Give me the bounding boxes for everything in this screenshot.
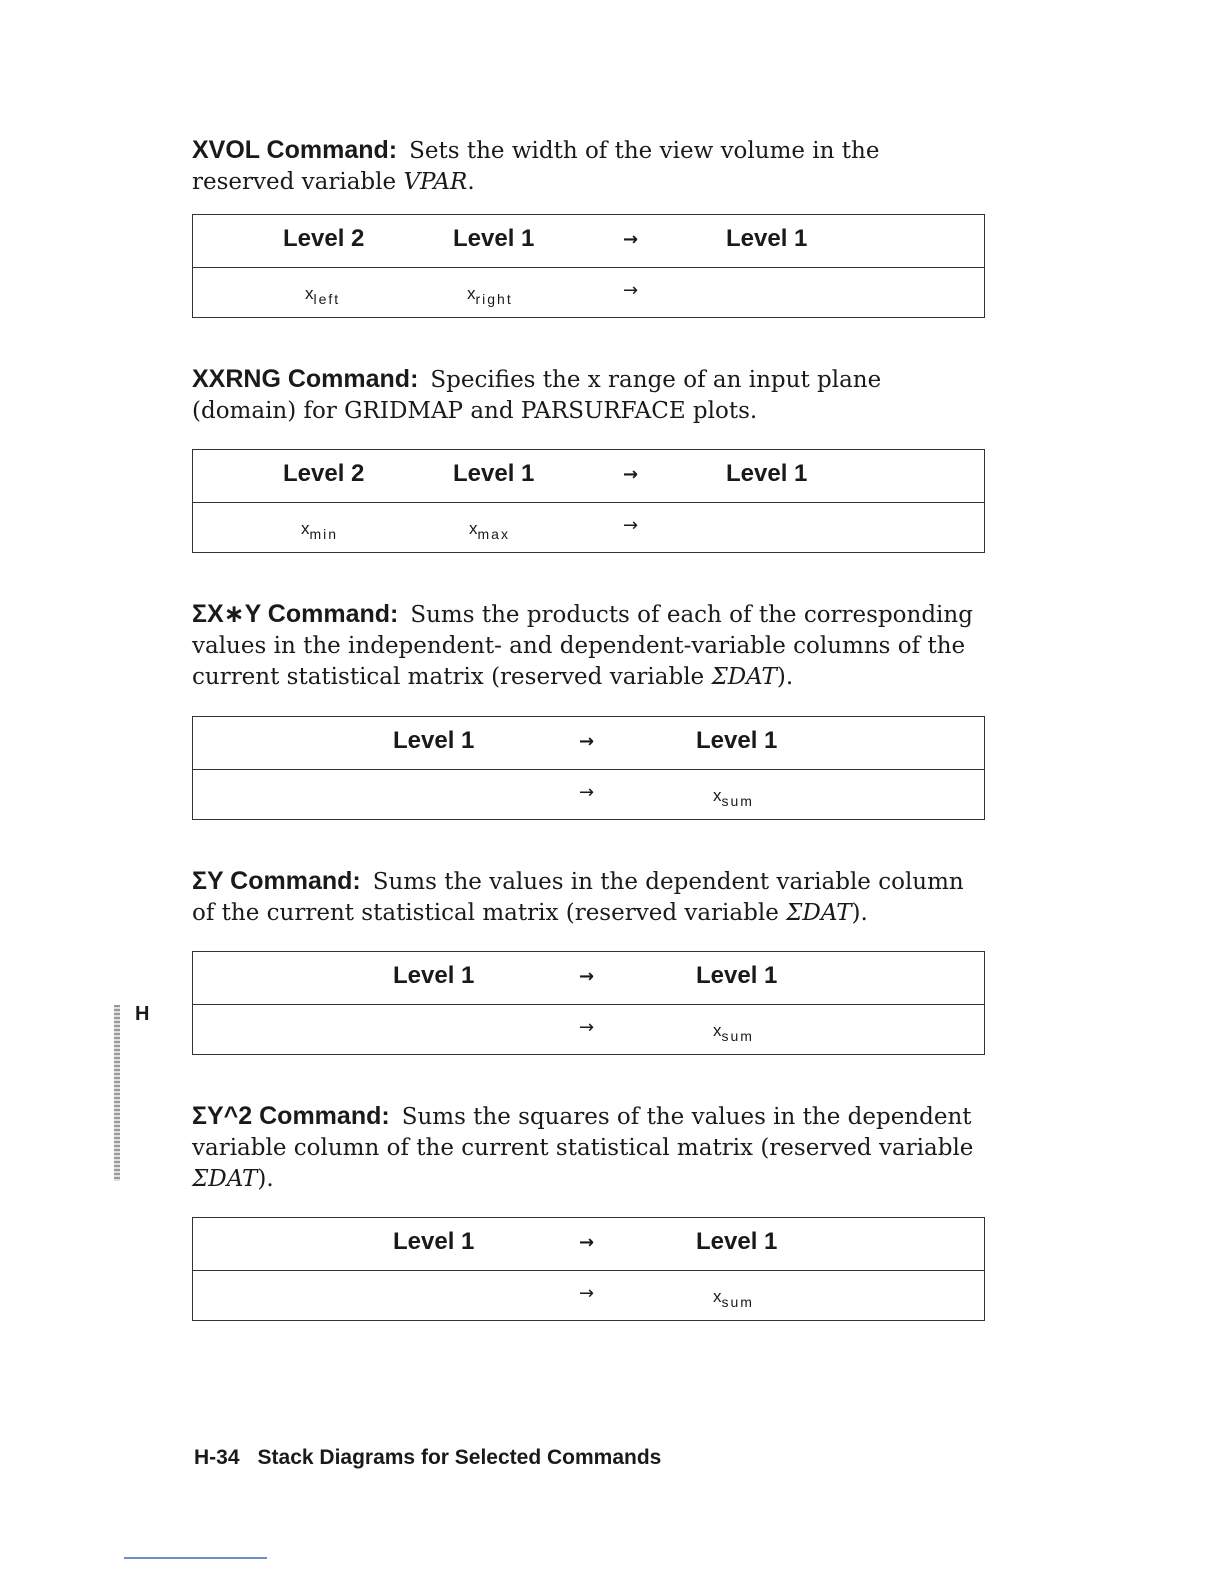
command-title: XXRNG Command:: [192, 365, 419, 393]
page-footer: [194, 1446, 661, 1470]
value-x-sum: $x_{sum}$: [713, 1287, 754, 1310]
xxrng-description: XXRNG Command: Specifies the x range of an input plane (domain) for GRIDMAP and PARSURFACE plots.: [192, 365, 882, 424]
section-xxrng: [192, 364, 986, 427]
stack-table-sigma-y2: [192, 1217, 985, 1321]
header-level-1-in: Level 1: [393, 727, 475, 754]
header-level-2: Level 2: [283, 225, 365, 252]
header-level-1-in: Level 1: [393, 962, 475, 989]
footer-title: Stack Diagrams for Selected Commands: [257, 1446, 662, 1469]
command-title: ΣY Command:: [192, 867, 361, 895]
command-title: ΣX∗Y Command:: [192, 600, 399, 628]
sigma-y-description: ΣY Command: Sums the values in the dependent variable column of the current statistical matrix (reserved variable ΣDAT).: [192, 867, 964, 926]
value-x-left: $x_{left}$: [305, 284, 341, 307]
header-level-1-out: Level 1: [696, 727, 778, 754]
value-x-right: $x_{right}$: [467, 284, 513, 307]
header-arrow: →: [623, 229, 639, 250]
page-number: H-34: [194, 1446, 240, 1469]
xvol-description: XVOL Command: Sets the width of the view volume in the reserved variable VPAR.: [192, 136, 880, 195]
value-x-sum: $x_{sum}$: [713, 786, 754, 809]
command-title: XVOL Command:: [192, 136, 398, 164]
table-row: [193, 1005, 984, 1055]
header-arrow: →: [623, 464, 639, 485]
section-xvol: [192, 135, 986, 198]
row-arrow: →: [623, 280, 639, 301]
stack-table-xvol: [192, 214, 985, 318]
sigma-xy-description: ΣX∗Y Command: Sums the products of each of the corresponding values in the independent- and dependent-variable columns of the current statistical matrix (reserved variable ΣDAT).: [192, 600, 973, 690]
row-arrow: →: [579, 1017, 595, 1038]
header-level-1-in: Level 1: [453, 460, 535, 487]
header-level-1-out: Level 1: [696, 962, 778, 989]
header-arrow: →: [579, 731, 595, 752]
row-arrow: →: [579, 782, 595, 803]
stack-table-sigma-y: [192, 951, 985, 1055]
table-row: [193, 770, 984, 820]
header-arrow: →: [579, 966, 595, 987]
table-header-row: [193, 717, 984, 770]
table-row: [193, 1271, 984, 1321]
section-sigma-xy: [192, 599, 986, 693]
header-level-1-in: Level 1: [453, 225, 535, 252]
table-row: [193, 268, 984, 318]
stack-table-sigma-xy: [192, 716, 985, 820]
chapter-edge-bar: [114, 1005, 120, 1181]
sigma-y2-description: ΣY^2 Command: Sums the squares of the values in the dependent variable column of the current statistical matrix (reserved variable ΣDAT).: [192, 1102, 974, 1192]
table-header-row: [193, 1218, 984, 1271]
stack-table-xxrng: [192, 449, 985, 553]
header-level-1-out: Level 1: [726, 460, 808, 487]
table-header-row: [193, 215, 984, 268]
header-level-1-in: Level 1: [393, 1228, 475, 1255]
section-sigma-y-squared: [192, 1101, 986, 1195]
row-arrow: →: [579, 1283, 595, 1304]
chapter-tab-letter: H: [135, 1003, 150, 1025]
table-header-row: [193, 450, 984, 503]
value-x-min: $x_{min}$: [301, 519, 339, 542]
header-level-2: Level 2: [283, 460, 365, 487]
header-arrow: →: [579, 1232, 595, 1253]
header-level-1-out: Level 1: [726, 225, 808, 252]
section-sigma-y: [192, 866, 986, 929]
value-x-sum: $x_{sum}$: [713, 1021, 754, 1044]
value-x-max: $x_{max}$: [469, 519, 510, 542]
command-title: ΣY^2 Command:: [192, 1102, 390, 1130]
header-level-1-out: Level 1: [696, 1228, 778, 1255]
bottom-rule: [124, 1557, 267, 1559]
row-arrow: →: [623, 515, 639, 536]
table-row: [193, 503, 984, 553]
table-header-row: [193, 952, 984, 1005]
